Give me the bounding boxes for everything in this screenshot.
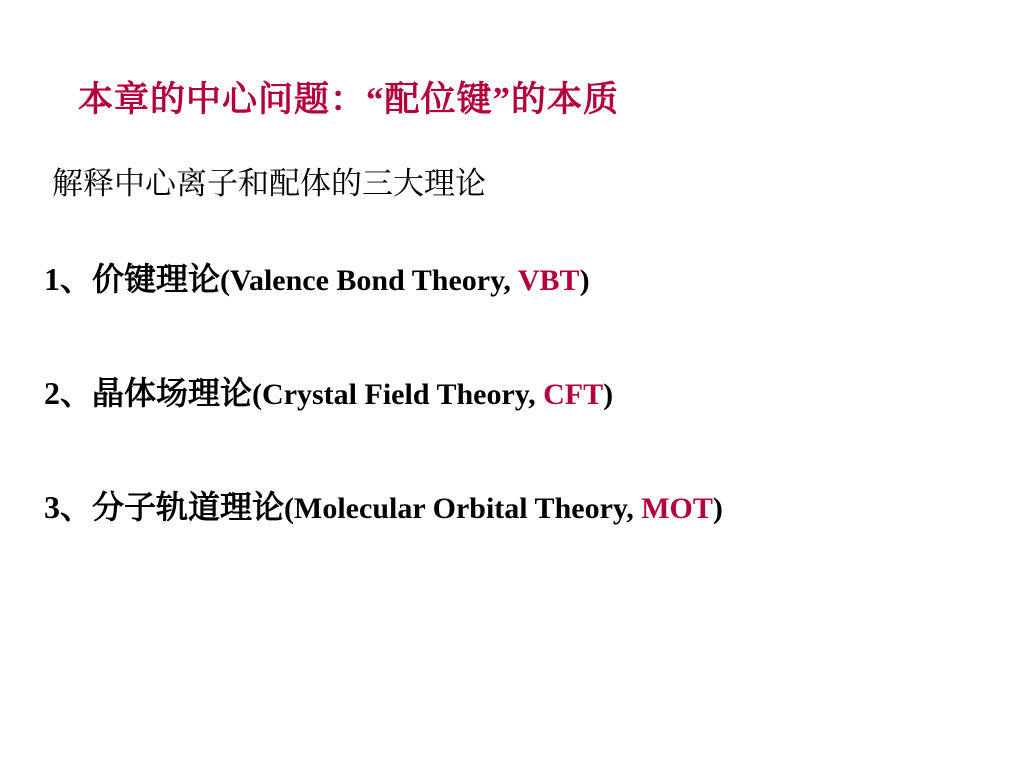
theory-abbreviation: VBT	[517, 264, 580, 297]
slide-subtitle: 解释中心离子和配体的三大理论	[52, 166, 486, 201]
theory-close-paren: )	[603, 378, 614, 412]
theory-name-cn: 分子轨道理论	[92, 489, 285, 526]
theory-name-en: Crystal Field Theory,	[262, 378, 544, 412]
theory-open-paren: (	[220, 264, 231, 297]
theory-open-paren: (	[284, 492, 295, 526]
theory-index: 3、	[44, 489, 93, 526]
theory-name-en: Molecular Orbital Theory,	[294, 492, 642, 526]
theory-close-paren: )	[712, 492, 723, 526]
theory-list	[44, 262, 994, 526]
list-item	[44, 490, 994, 525]
theory-name-cn: 价键理论	[92, 261, 221, 297]
list-item	[44, 262, 994, 297]
theory-abbreviation: MOT	[641, 492, 713, 526]
theory-name-cn: 晶体场理论	[92, 375, 253, 412]
theory-open-paren: (	[252, 378, 263, 412]
theory-close-paren: )	[579, 264, 590, 297]
theory-name-en: Valence Bond Theory,	[230, 264, 518, 297]
theory-abbreviation: CFT	[543, 378, 604, 412]
theory-index: 1、	[44, 261, 93, 297]
page-title: 本章的中心问题：“配位键”的本质	[78, 80, 620, 119]
theory-index: 2、	[44, 375, 93, 412]
list-item	[44, 376, 994, 411]
